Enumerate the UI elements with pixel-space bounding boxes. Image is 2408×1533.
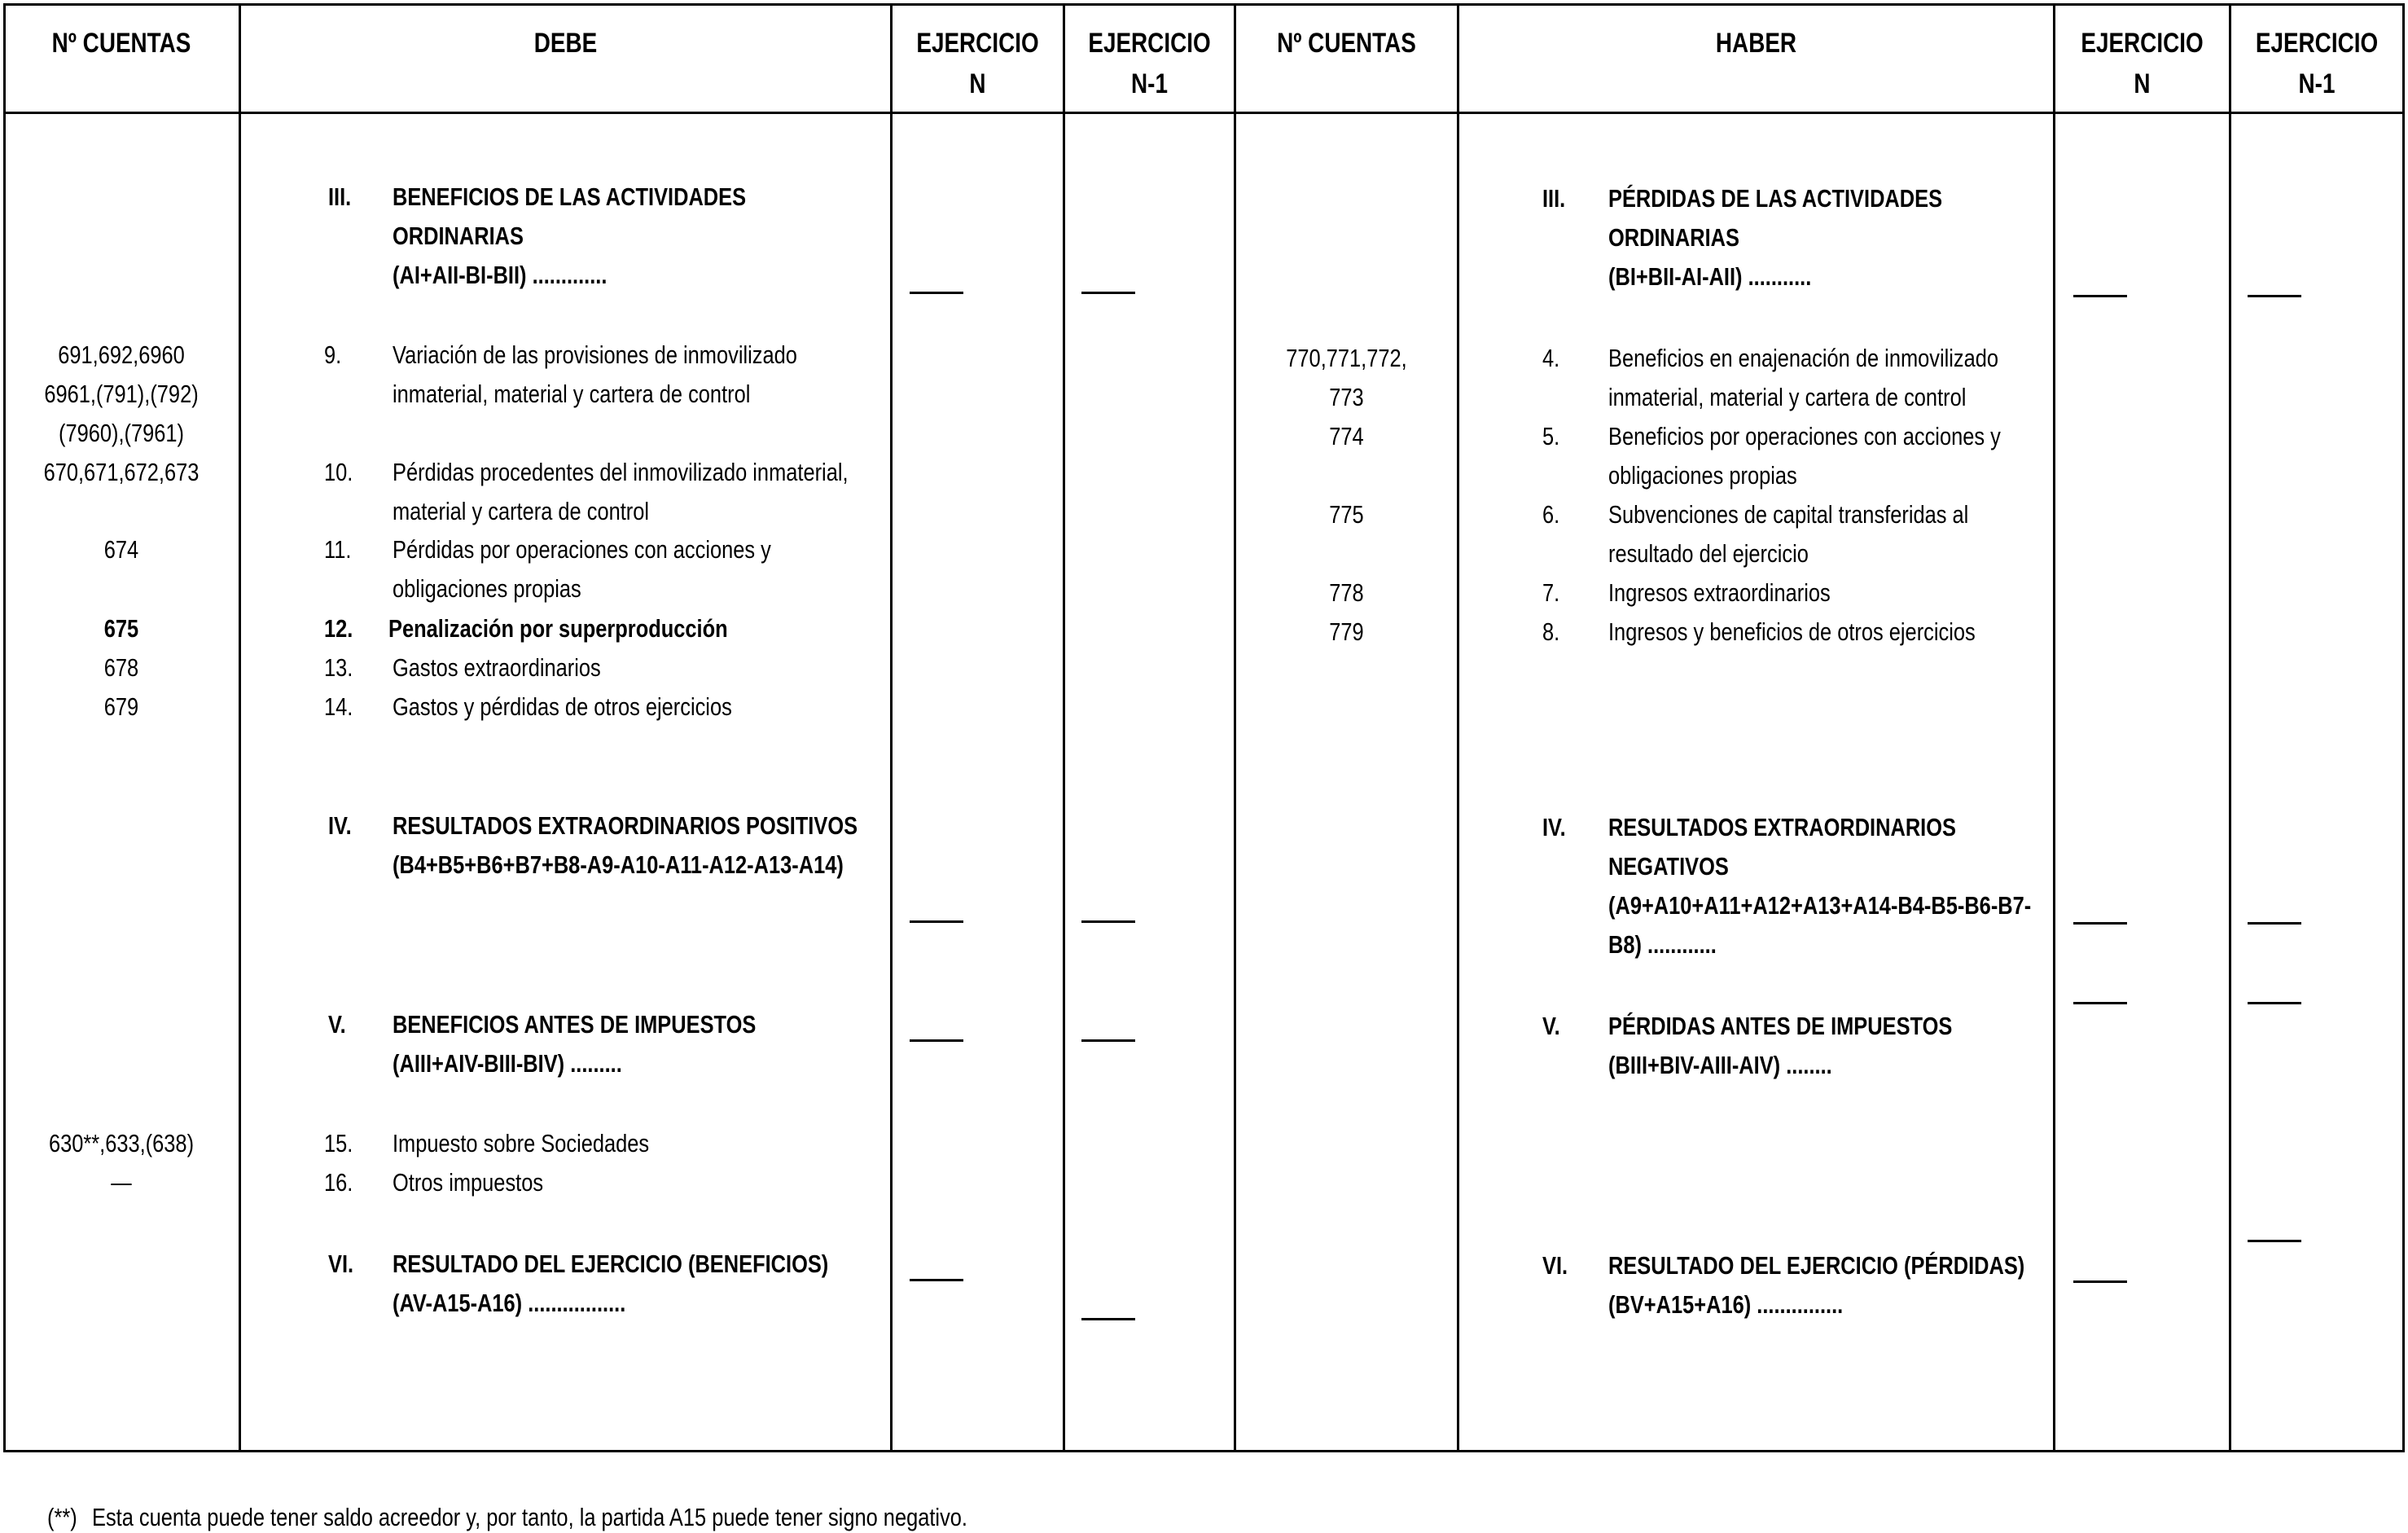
haber-sec6-line: (BV+A15+A16) ............... [1608, 1290, 1844, 1319]
haber-item-text: Subvenciones de capital transferidas al [1608, 500, 1969, 529]
debe-sec5-num: V. [328, 1010, 346, 1039]
haber-account: 774 [1329, 422, 1364, 450]
haber-item-text: Beneficios en enajenación de inmovilizado [1608, 344, 1999, 372]
haber-sec3-line: PÉRDIDAS DE LAS ACTIVIDADES [1608, 184, 1943, 213]
haber-sec5-num: V. [1542, 1012, 1560, 1040]
haber-value-n1-placeholder [2248, 1240, 2301, 1242]
debe-item-num: 14. [324, 692, 353, 721]
header-ejercicio-n1-right: EJERCICIO [2255, 28, 2379, 59]
column-divider [1457, 3, 1459, 1452]
debe-sec4-line: (B4+B5+B6+B7+B8-A9-A10-A11-A12-A13-A14) [393, 850, 844, 879]
header-ejercicio-n1-right-sub: N-1 [2298, 68, 2336, 99]
haber-account: 773 [1329, 383, 1364, 411]
debe-account: (7960),(7961) [58, 419, 185, 447]
debe-value-n1-placeholder [1081, 920, 1135, 923]
footnote-text: Esta cuenta puede tener saldo acreedor y, por tanto, la partida A15 puede tener signo negativo. [92, 1503, 967, 1531]
debe-sec3-line: (AI+AII-BI-BII) ............. [393, 261, 607, 289]
haber-sec4-line: (A9+A10+A11+A12+A13+A14-B4-B5-B6-B7- [1608, 891, 2032, 920]
column-divider [1234, 3, 1236, 1452]
haber-sec5-line: (BIII+BIV-AIII-AIV) ........ [1608, 1051, 1832, 1079]
debe-sec6-num: VI. [328, 1250, 354, 1278]
haber-account: 775 [1329, 500, 1364, 529]
column-divider [239, 3, 241, 1452]
debe-tax-account: 630**,633,(638) [48, 1129, 195, 1157]
debe-account: 674 [103, 535, 139, 564]
haber-value-n1-placeholder [2248, 1002, 2301, 1004]
header-ejercicio-n1-left: EJERCICIO [1088, 28, 1211, 59]
debe-value-n1-placeholder [1081, 292, 1135, 294]
haber-item-text: Ingresos extraordinarios [1608, 578, 1831, 607]
haber-sec5-line: PÉRDIDAS ANTES DE IMPUESTOS [1608, 1012, 1953, 1040]
debe-account: 679 [103, 692, 139, 721]
column-divider [2229, 3, 2231, 1452]
debe-item-text: Pérdidas por operaciones con acciones y [393, 535, 771, 564]
debe-sec3-num: III. [328, 182, 352, 211]
debe-item-num: 10. [324, 458, 353, 486]
haber-item-text: inmaterial, material y cartera de control [1608, 383, 1967, 411]
haber-sec4-line: NEGATIVOS [1608, 852, 1729, 881]
header-divider [3, 112, 2405, 114]
debe-item-text: Penalización por superproducción [388, 614, 728, 643]
debe-item-num: 13. [324, 653, 353, 682]
haber-sec3-line: (BI+BII-AI-AII) ........... [1608, 262, 1812, 291]
haber-sec6-line: RESULTADO DEL EJERCICIO (PÉRDIDAS) [1608, 1251, 2025, 1280]
debe-item-text: Gastos extraordinarios [393, 653, 601, 682]
debe-value-n1-placeholder [1081, 1039, 1135, 1042]
haber-item-text: Ingresos y beneficios de otros ejercicios [1608, 617, 1976, 646]
haber-item-num: 7. [1542, 578, 1560, 607]
debe-item-text: Pérdidas procedentes del inmovilizado inmaterial, [393, 458, 849, 486]
haber-item-num: 4. [1542, 344, 1560, 372]
haber-item-num: 6. [1542, 500, 1560, 529]
header-haber: HABER [1715, 28, 1797, 59]
debe-item-num: 12. [324, 614, 353, 643]
haber-value-n-placeholder [2073, 295, 2127, 297]
debe-value-n-placeholder [910, 920, 963, 923]
haber-value-n-placeholder [2073, 922, 2127, 925]
debe-value-n-placeholder [910, 1039, 963, 1042]
debe-account: 678 [103, 653, 139, 682]
debe-account: 675 [103, 614, 139, 643]
haber-sec4-line: RESULTADOS EXTRAORDINARIOS [1608, 813, 1956, 841]
header-ejercicio-n-left-sub: N [969, 68, 986, 99]
debe-tax-account: — [111, 1168, 132, 1197]
debe-value-n1-placeholder [1081, 1318, 1135, 1320]
haber-value-n1-placeholder [2248, 922, 2301, 925]
haber-value-n-placeholder [2073, 1002, 2127, 1004]
table-frame [3, 3, 2405, 1452]
haber-item-text: Beneficios por operaciones con acciones y [1608, 422, 2001, 450]
debe-sec3-line: BENEFICIOS DE LAS ACTIVIDADES [393, 182, 747, 211]
header-ejercicio-n-left: EJERCICIO [916, 28, 1039, 59]
debe-item-text: inmaterial, material y cartera de control [393, 380, 751, 408]
debe-value-n-placeholder [910, 292, 963, 294]
debe-tax-num: 15. [324, 1129, 353, 1157]
column-divider [890, 3, 893, 1452]
debe-sec6-line: (AV-A15-A16) ................. [393, 1289, 626, 1317]
haber-item-num: 5. [1542, 422, 1560, 450]
debe-item-text: Gastos y pérdidas de otros ejercicios [393, 692, 732, 721]
debe-item-text: material y cartera de control [393, 497, 650, 525]
column-divider [1063, 3, 1065, 1452]
footnote-mark: (**) [47, 1503, 77, 1531]
debe-tax-text: Otros impuestos [393, 1168, 544, 1197]
haber-sec4-line: B8) ............ [1608, 930, 1717, 959]
haber-sec6-num: VI. [1542, 1251, 1568, 1280]
header-cuentas-right: Nº CUENTAS [1277, 28, 1416, 59]
debe-tax-num: 16. [324, 1168, 353, 1197]
header-ejercicio-n-right: EJERCICIO [2081, 28, 2204, 59]
debe-item-text: obligaciones propias [393, 574, 581, 603]
debe-account: 6961,(791),(792) [44, 380, 199, 408]
header-debe: DEBE [533, 28, 598, 59]
debe-value-n-placeholder [910, 1279, 963, 1281]
haber-account: 770,771,772, [1286, 344, 1407, 372]
debe-sec5-line: (AIII+AIV-BIII-BIV) ......... [393, 1049, 622, 1078]
haber-item-text: obligaciones propias [1608, 461, 1797, 490]
haber-sec4-num: IV. [1542, 813, 1566, 841]
header-ejercicio-n-right-sub: N [2134, 68, 2151, 99]
haber-item-num: 8. [1542, 617, 1560, 646]
header-ejercicio-n1-left-sub: N-1 [1131, 68, 1168, 99]
haber-account: 779 [1329, 617, 1364, 646]
haber-sec3-line: ORDINARIAS [1608, 223, 1740, 252]
debe-sec4-num: IV. [328, 811, 352, 840]
haber-value-n-placeholder [2073, 1280, 2127, 1283]
column-divider [2053, 3, 2055, 1452]
debe-sec3-line: ORDINARIAS [393, 222, 524, 250]
debe-account: 691,692,6960 [58, 340, 185, 369]
haber-item-text: resultado del ejercicio [1608, 539, 1809, 568]
haber-value-n1-placeholder [2248, 295, 2301, 297]
debe-item-num: 11. [324, 535, 352, 564]
header-cuentas-left: Nº CUENTAS [51, 28, 191, 59]
debe-sec5-line: BENEFICIOS ANTES DE IMPUESTOS [393, 1010, 757, 1039]
haber-account: 778 [1329, 578, 1364, 607]
debe-sec4-line: RESULTADOS EXTRAORDINARIOS POSITIVOS [393, 811, 858, 840]
debe-sec6-line: RESULTADO DEL EJERCICIO (BENEFICIOS) [393, 1250, 829, 1278]
debe-item-num: 9. [324, 340, 342, 369]
debe-account: 670,671,672,673 [43, 458, 200, 486]
debe-tax-text: Impuesto sobre Sociedades [393, 1129, 650, 1157]
haber-sec3-num: III. [1542, 184, 1566, 213]
debe-item-text: Variación de las provisiones de inmovilizado [393, 340, 797, 369]
